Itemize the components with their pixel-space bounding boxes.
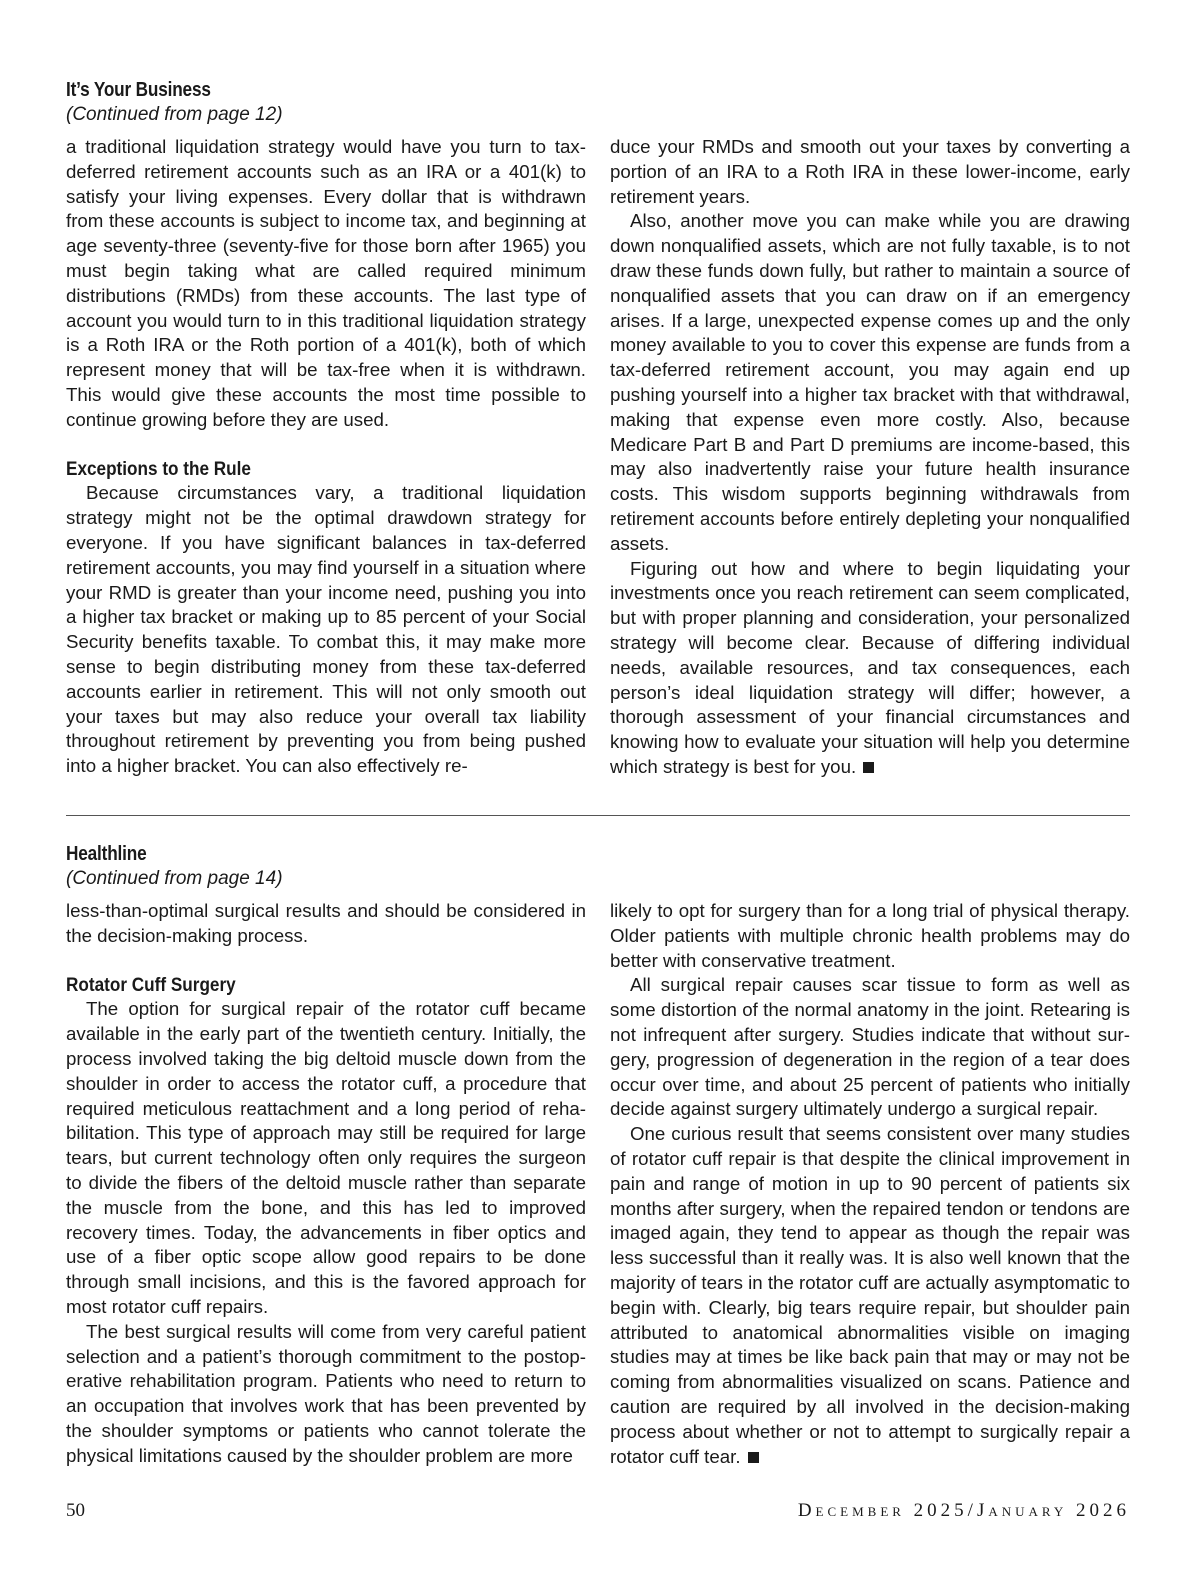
paragraph: The option for surgical repair of the rotator cuff became available in the early part of the twentieth century. Initially, the process involved taking the big deltoid muscle down from the shoulder in order to access the rotator cuff, a procedure that required meticulous reattachment and a long period of rehabilitation. This type of approach may still be required for large tears, but current technology often only requires the surgeon to divide the fibers of the deltoid muscle rather than separate the muscle from the bone, and this has led to improved recovery times. Today, the advancements in fiber optics and use of a fiber optic scope allow good repairs to be done through small incisions, and this is the favored approach for most rotator cuff repairs.	[66, 998, 586, 1317]
page-number: 50	[66, 1500, 85, 1521]
right-column	[610, 899, 1130, 1469]
left-column	[66, 899, 586, 1469]
right-column	[610, 135, 1130, 780]
left-column	[66, 135, 586, 780]
issue-date: December 2025/January 2026	[797, 1500, 1130, 1521]
section-divider	[66, 815, 1130, 816]
section-title: It’s Your Business	[66, 79, 211, 101]
subheading: Rotator Cuff Surgery	[66, 973, 236, 996]
article-columns	[66, 135, 1130, 780]
healthline-section	[66, 842, 1130, 1469]
page-footer	[66, 1500, 1130, 1530]
paragraph: likely to opt for surgery than for a long trial of physical therapy. Older patients with multiple chronic health problems may do better with conservative treatment.	[610, 900, 1130, 971]
paragraph-final	[610, 1122, 1130, 1469]
paragraph: a traditional liquidation strategy would have you turn to tax-deferred retirement accounts such as an IRA or a 401(k) to satisfy your living expenses. Every dollar that is withdrawn from these accounts is subject to income tax, and beginning at age seventy-three (seventy-five for those born after 1965) you must begin taking what are called required minimum distributions (RMDs) from these accounts. The last type of account you would turn to in this traditional liquidation strategy is a Roth IRA or the Roth portion of a 401(k), both of which represent money that will be tax-free when it is withdrawn. This would give these accounts the most time possible to continue growing before they are used.	[66, 136, 586, 430]
end-of-article-icon	[863, 762, 874, 773]
paragraph-final	[610, 557, 1130, 780]
subheading: Exceptions to the Rule	[66, 457, 251, 480]
paragraph: Because circumstances vary, a traditional liquidation strategy might not be the optimal drawdown strategy for everyone. If you have significant balances in tax-deferred retirement accounts, you may find yourself in a situation where your RMD is greater than your income need, pushing you into a higher tax bracket or making up to 85 percent of your Social Security benefits taxable. To combat this, it may make more sense to begin distributing money from these tax-deferred accounts earlier in retirement. This will not only smooth out your taxes but may also reduce your overall tax liability throughout retirement by preventing you from being pushed into a higher bracket. You can also effectively re-	[66, 482, 586, 777]
paragraph: All surgical repair causes scar tissue to form as well as some distortion of the normal anatomy in the joint. Retearing is not infrequent after surgery. Studies indicate that without surgery, progression of degeneration in the region of a tear does occur over time, and about 25 percent of patients who initially decide against surgery ultimately undergo a surgical repair.	[610, 974, 1130, 1120]
its-your-business-section	[66, 78, 1130, 780]
end-of-article-icon	[748, 1452, 759, 1463]
paragraph: less-than-optimal surgical results and should be considered in the decision-making process.	[66, 900, 586, 946]
continued-note: (Continued from page 14)	[66, 868, 283, 889]
paragraph: The best surgical results will come from very careful patient selection and a patient’s thorough commitment to the postoperative rehabilitation program. Patients who need to return to an occupation that involves work that has been prevented by the shoulder symptoms or patients who cannot tolerate the physical limitations caused by the shoulder problem are more	[66, 1320, 586, 1466]
article-columns	[66, 899, 1130, 1469]
continued-note: (Continued from page 12)	[66, 104, 283, 125]
paragraph-text: One curious result that seems consistent over many studies of rotator cuff repair is that despite the clinical improvement in pain and range of motion in up to 90 percent of patients six months after surgery, when the repaired tendon or tendons are imaged again, they tend to appear as though the repair was less successful than it really was. It is also well known that the majority of tears in the rotator cuff are actually asymptomatic to begin with. Clearly, big tears require repair, but shoulder pain attributed to anatomical abnormalities visible on imaging studies may at times be like back pain that may or may not be coming from abnormalities visualized on scans. Patience and caution are required by all involved in the decision-making process about whether or not to attempt to surgically repair a rotator cuff tear.	[610, 1123, 1131, 1467]
section-title: Healthline	[66, 843, 147, 865]
paragraph-text: Figuring out how and where to begin liquidating your investments once you reach retirement can seem complicated, but with proper planning and consideration, your personalized strategy will become clear. Because of differing individual needs, available resources, and tax consequences, each person’s ideal liquidation strategy will differ; however, a thorough assessment of your financial circumstances and knowing how to evaluate your situation will help you determine which strategy is best for you.	[610, 557, 1130, 777]
paragraph: Also, another move you can make while you are drawing down nonqualified assets, which are not fully taxable, is to not draw these funds down fully, but rather to maintain a source of nonqualified assets that you can draw on if an emergency arises. If a large, unexpected expense comes up and the only money available to you to cover this expense are funds from a tax-deferred retirement account, you may again end up pushing yourself into a higher tax bracket with that withdrawal, making that expense even more costly. Also, because Medicare Part B and Part D premiums are income-based, this may also inadvertently raise your future health insurance costs. This wisdom supports beginning withdrawals from retirement accounts before entirely depleting your nonqualified assets.	[610, 210, 1130, 554]
paragraph: duce your RMDs and smooth out your taxes by converting a portion of an IRA to a Roth IRA in these lower-income, early retirement years.	[610, 136, 1130, 207]
